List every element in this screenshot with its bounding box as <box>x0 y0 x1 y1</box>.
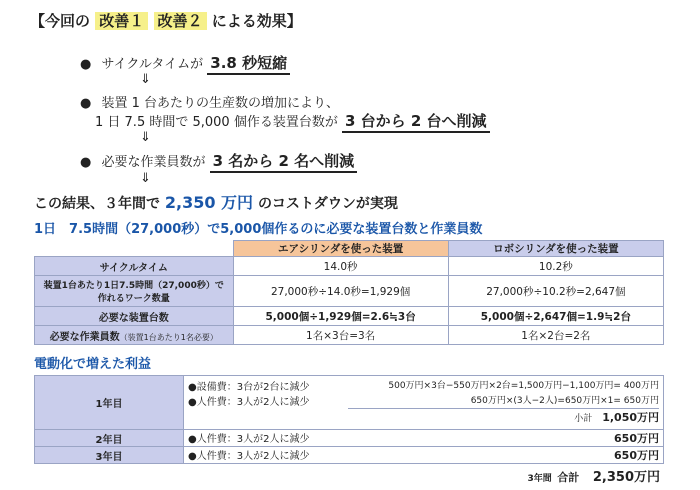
year1-label: 1年目 <box>35 376 184 430</box>
year1-calc1: 500万円×3台−550万円×2台=1,500万円−1,100万円= 400万円 <box>388 381 659 391</box>
year1-line2 <box>188 393 659 408</box>
result-suffix: のコストダウンが実現 <box>257 196 398 212</box>
down-arrow-icon: ⇓ <box>140 171 151 186</box>
section2-heading: 電動化で増えた利益 <box>34 357 152 372</box>
cell-robo: 27,000秒÷10.2秒=2,647個 <box>448 276 663 307</box>
bullet-cycle-time <box>80 52 290 73</box>
result-prefix: この結果、３年間で <box>34 196 160 212</box>
cell-robo: 1名×2台=2名 <box>448 326 663 345</box>
table-row <box>35 307 664 326</box>
year2-label: 2年目 <box>35 430 184 447</box>
cell-robo: 5,000個÷2,647個=1.9≒2台 <box>448 307 663 326</box>
year2-item: ●人件費：3人が2人に減少 <box>188 434 310 445</box>
year3-item: ●人件費：3人が2人に減少 <box>188 451 310 462</box>
year1-calc2: 650万円×(3人−2人)=650万円×1= 650万円 <box>470 396 659 406</box>
section1-heading: 1日 7.5時間（27,000秒）で5,000個作るのに必要な装置台数と作業員数 <box>34 222 483 237</box>
table-row <box>35 257 664 276</box>
year2-line <box>188 430 659 446</box>
table-row <box>35 276 664 307</box>
row-label-line1: 装置1台あたり1日7.5時間（27,000秒）で <box>43 281 224 291</box>
year1-line1 <box>188 378 659 393</box>
subtotal-amount: 1,050万円 <box>602 411 659 424</box>
subtotal-label: 小計 <box>574 414 593 424</box>
header-robo-cylinder: ロボシリンダを使った装置 <box>448 241 663 257</box>
bullet-line1: 装置 1 台あたりの生産数の増加により、 <box>101 96 340 111</box>
year1-detail <box>184 376 664 430</box>
table-row-year1 <box>35 376 664 430</box>
title-suffix: による効果】 <box>211 12 302 30</box>
result-statement <box>34 190 398 213</box>
row-label <box>35 276 234 307</box>
table-row-year2 <box>35 430 664 447</box>
cell-air: 14.0秒 <box>233 257 448 276</box>
bullet-emph: 3.8 秒短縮 <box>207 54 290 75</box>
total-period: 3年間 <box>527 474 552 484</box>
bullet-emph: 3 台から 2 台へ削減 <box>342 112 490 133</box>
cell-air: 5,000個÷1,929個=2.6≒3台 <box>233 307 448 326</box>
cell-air: 1名×3台=3名 <box>233 326 448 345</box>
kaizen1-label: 改善１ <box>95 12 148 30</box>
row-label: 必要な装置台数 <box>35 307 234 326</box>
bullet-device-count <box>80 92 339 111</box>
profit-table <box>34 375 664 464</box>
header-air-cylinder: エアシリンダを使った装置 <box>233 241 448 257</box>
bullet-device-count-line2 <box>95 110 490 131</box>
header-blank <box>35 241 234 257</box>
row-label-note: （装置1台あたり1名必要） <box>119 332 218 342</box>
bullet-line2: 1 日 7.5 時間で 5,000 個作る装置台数が <box>95 115 338 130</box>
row-label-line2: 作れるワーク数量 <box>97 294 170 304</box>
row-label: サイクルタイム <box>35 257 234 276</box>
table-row-year3 <box>35 447 664 464</box>
bullet-text: 必要な作業員数が <box>101 155 206 170</box>
row-label <box>35 326 234 345</box>
table-header-row <box>35 241 664 257</box>
total-label: 合計 <box>557 471 580 484</box>
row-label-main: 必要な作業員数 <box>49 331 120 343</box>
year2-amount: 650万円 <box>614 432 659 445</box>
year1-subtotal-row <box>348 408 659 427</box>
comparison-table <box>34 240 664 345</box>
result-amount: 2,350 万円 <box>164 193 254 212</box>
year3-line <box>188 447 659 463</box>
cell-robo: 10.2秒 <box>448 257 663 276</box>
cell-air: 27,000秒÷14.0秒=1,929個 <box>233 276 448 307</box>
table-row <box>35 326 664 345</box>
down-arrow-icon: ⇓ <box>140 130 151 145</box>
page-title <box>30 10 302 31</box>
year3-amount: 650万円 <box>614 449 659 462</box>
year1-item2: ●人件費：3人が2人に減少 <box>188 397 310 408</box>
bullet-workers <box>80 150 357 171</box>
year3-label: 3年目 <box>35 447 184 464</box>
title-prefix: 【今回の <box>30 12 91 30</box>
kaizen2-label: 改善２ <box>154 12 207 30</box>
total-amount: 2,350万円 <box>592 470 660 485</box>
bullet-emph: 3 名から 2 名へ削減 <box>210 152 358 173</box>
year2-detail <box>184 430 664 447</box>
grand-total <box>527 466 660 485</box>
year1-item1: ●設備費：3台が2台に減少 <box>188 382 310 393</box>
bullet-text: サイクルタイムが <box>101 57 204 72</box>
down-arrow-icon: ⇓ <box>140 72 151 87</box>
year3-detail <box>184 447 664 464</box>
